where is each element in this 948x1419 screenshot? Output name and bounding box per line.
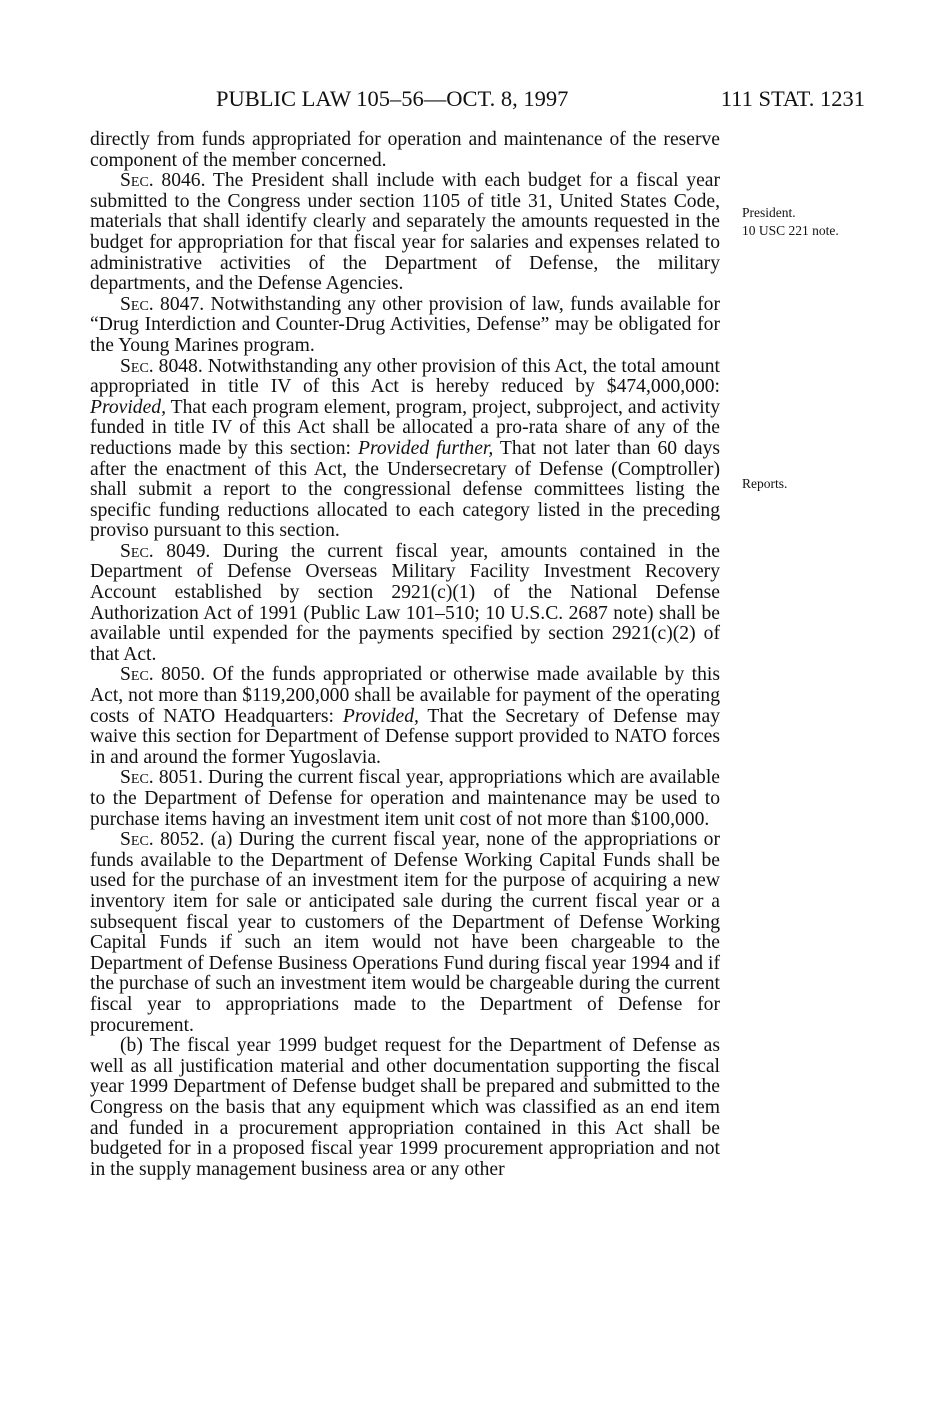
margin-note-usc: 10 USC 221 note. — [742, 223, 839, 238]
section-text: That the Secretary of Defense may waive this section for Department of Defense support provided to NATO forces in and around the former Yugoslavia. — [90, 705, 720, 768]
section-8050 — [90, 665, 720, 768]
section-8052-b: (b) The fiscal year 1999 budget request for the Department of Defense as well as all justification material and other documentation supporting the fiscal year 1999 Department of Defense budget shall be prepared and submitted to the Congress on the basis that any equipment which was classified as an end item and funded in a procurement appropriation contained in this Act shall be budgeted for in a proposed fiscal year 1999 procurement appropriation and not in the supply management business area or any other — [90, 1035, 720, 1180]
section-8051 — [90, 768, 720, 830]
section-label: Sec. 8048. — [120, 355, 203, 377]
section-text: That each program element, program, project, subproject, and activity funded in title IV of this Act shall be allocated a pro-rata share of any of the reductions made by this section: — [90, 396, 720, 459]
section-label: Sec. 8050. — [120, 664, 206, 686]
section-text: During the current fiscal year, amounts contained in the Department of Defense Overseas Military Facility Investment Recovery Account established by section 2921(c)(1) of the National Defense Authorization Act of 1991 (Public Law 101–510; 10 U.S.C. 2687 note) shall be available until expended for the payments specified by section 2921(c)(2) of that Act. — [90, 540, 721, 665]
section-8046 — [90, 171, 720, 295]
header-title: PUBLIC LAW 105–56—OCT. 8, 1997 — [216, 86, 569, 111]
paragraph-continuation: directly from funds appropriated for operation and maintenance of the reserve component of the member concerned. — [90, 129, 720, 171]
header-stat-citation: 111 STAT. 1231 — [720, 86, 865, 111]
section-label: Sec. 8047. — [120, 293, 205, 315]
section-text: Notwithstanding any other provision of law, funds available for “Drug Interdiction and Counter-Drug Activities, Defense” may be obligated for the Young Marines program. — [90, 293, 720, 356]
section-8052-a — [90, 830, 720, 1036]
page-header — [90, 84, 865, 114]
proviso-italic: Provided further, — [357, 437, 494, 459]
section-label: Sec. 8046. — [120, 170, 206, 192]
body-text — [90, 130, 720, 1180]
section-text: Notwithstanding any other provision of this Act, the total amount appropriated in title IV of this Act is hereby reduced by $474,000,000: — [90, 355, 720, 398]
proviso-italic: Provided, — [342, 705, 419, 727]
proviso-italic: Provided, — [90, 396, 166, 418]
section-8048 — [90, 357, 720, 542]
margin-note-president: President. — [742, 205, 796, 220]
margin-note-reports: Reports. — [742, 476, 788, 491]
section-text: During the current fiscal year, appropriations which are available to the Department of Defense for operation and maintenance may be used to purchase items having an investment item unit cost of not more than $100,000. — [90, 767, 720, 830]
section-text: (a) During the current fiscal year, none of the appropriations or funds available to the Department of Defense Working Capital Funds shall be used for the purchase of an investment item for the purpose of acquiring a new inventory item for sale or anticipated sale during the current fiscal year or a subsequent fiscal year to customers of the Department of Defense Working Capital Funds if such an item would not have been chargeable to the Department of Defense Business Operations Fund during fiscal year 1994 and if the purchase of such an investment item would be chargeable during the current fiscal year to appropriations made to the Department of Defense for procurement. — [90, 829, 721, 1036]
section-8047 — [90, 295, 720, 357]
section-text: Of the funds appropriated or otherwise made available by this Act, not more than $119,200,000 shall be available for payment of the operating costs of NATO Headquarters: — [90, 664, 720, 727]
section-text: That not later than 60 days after the enactment of this Act, the Undersecretary of Defense (Comptroller) shall submit a report to the congressional defense committees listing the specific funding reductions allocated to each category listed in the preceding proviso pursuant to this section. — [90, 437, 720, 542]
section-label: Sec. 8049. — [120, 540, 211, 562]
section-8049 — [90, 542, 720, 666]
section-text: The President shall include with each budget for a fiscal year submitted to the Congress under section 1105 of title 31, United States Code, materials that shall identify clearly and separately the amounts requested in the budget for appropriation for that fiscal year for salaries and expenses related to administrative activities of the Department of Defense, the military departments, and the Defense Agencies. — [90, 170, 720, 295]
section-label: Sec. 8052. — [120, 829, 205, 851]
section-label: Sec. 8051. — [120, 767, 203, 789]
